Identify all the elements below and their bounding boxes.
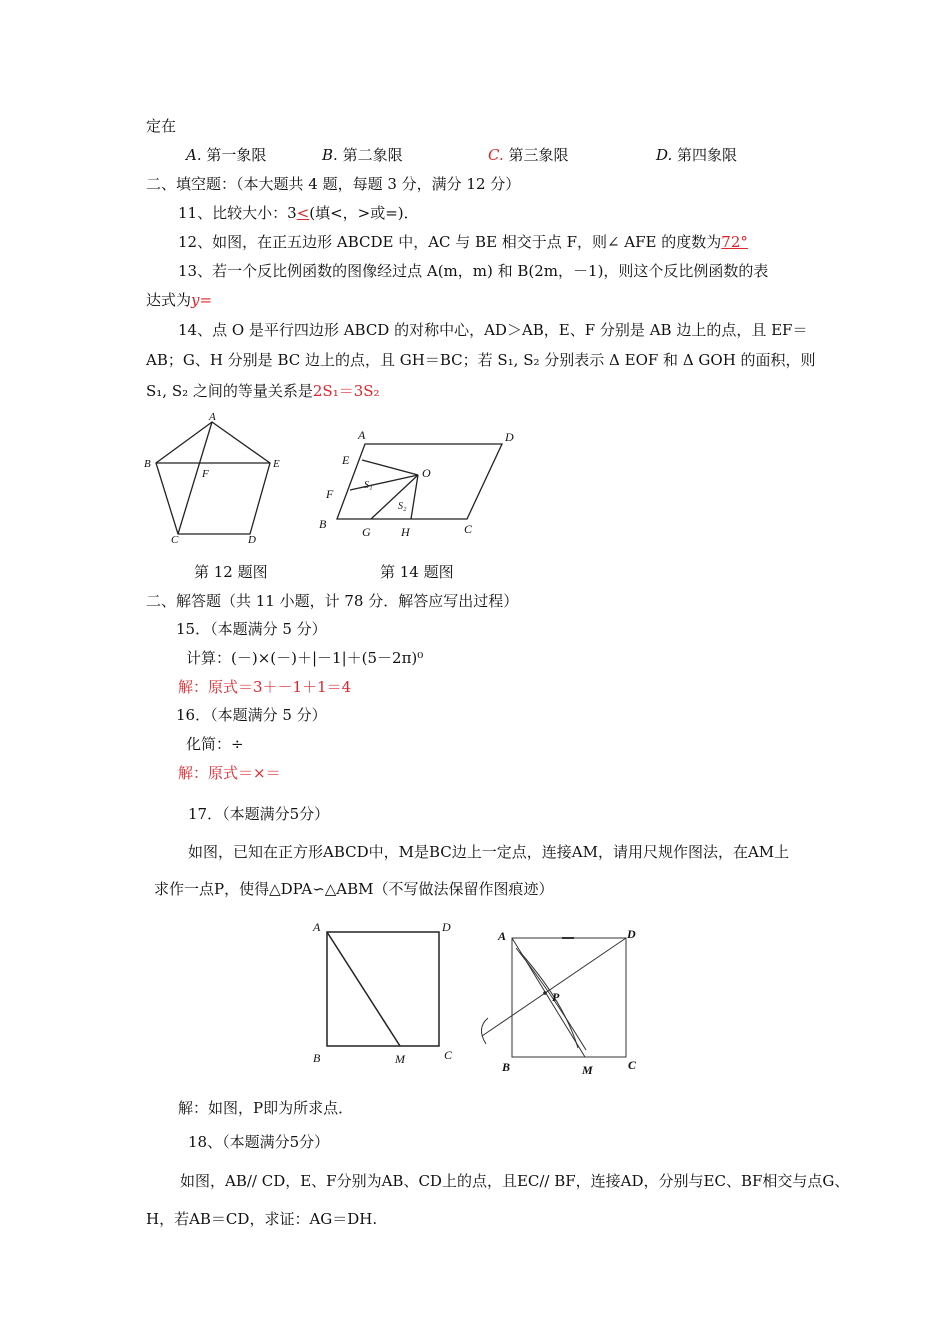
fig14-label-f: F [326, 487, 334, 501]
q16-title: 16．（本题满分 5 分） [176, 706, 327, 724]
fig14-label-a: A [358, 428, 366, 442]
section-heading-solve: 二、解答题（共 11 小题，计 78 分．解答应写出过程） [146, 592, 519, 610]
fig14-label-c: C [464, 522, 473, 536]
q11 [178, 203, 419, 223]
q12-text: 12、如图，在正五边形 ABCDE 中，AC 与 BE 相交于点 F，则∠ AFE 的度数为 [178, 233, 722, 251]
fig14-label-s1: S₁ [364, 480, 373, 491]
option-text: 第四象限 [677, 146, 738, 164]
option-text: 第一象限 [206, 146, 267, 164]
q16-task: 化简：÷ [186, 735, 244, 753]
fig17b-label-a: A [498, 929, 507, 943]
fig12-label-e: E [273, 458, 280, 470]
q15-solution: 解：原式＝3＋－1＋1＝4 [178, 678, 352, 696]
fig17a-label-m: M [395, 1052, 405, 1066]
figure-14-parallelogram [310, 420, 525, 545]
fig14-label-b: B [319, 517, 327, 531]
figure-12-pentagon [140, 410, 285, 545]
point-p-marker [543, 991, 547, 995]
fig14-label-g: G [362, 525, 371, 539]
fig12-label-d: D [248, 534, 256, 545]
fig14-label-o: O [422, 466, 431, 480]
q17-line1: 如图，已知在正方形ABCD中，M是BC边上一定点，连接AM，请用尺规作图法，在AM上 [188, 843, 790, 861]
fig17a-label-b: B [313, 1051, 321, 1065]
fig14-label-d: D [505, 430, 514, 444]
fig14-label-s2: S₂ [398, 501, 407, 512]
q14-answer: 2S₁＝3S₂ [312, 382, 380, 400]
q14-line3 [146, 381, 380, 401]
figure-17-square [305, 915, 465, 1070]
fig14-caption: 第 14 题图 [380, 563, 454, 581]
q10-option-b [322, 145, 403, 165]
option-text: 第三象限 [508, 146, 569, 164]
fig12-label-f: F [202, 468, 209, 480]
q14-line2: AB；G、H 分别是 BC 边上的点，且 GH＝BC；若 S₁, S₂ 分别表示 Δ EOF 和 Δ GOH 的面积，则 [146, 351, 816, 369]
q18-line1: 如图，AB// CD，E、F分别为AB、CD上的点，且EC// BF，连接AD，分别与EC、BF相交与点G、 [180, 1172, 850, 1190]
option-text: 第二象限 [342, 146, 403, 164]
q11-rest: (填<，>或=)． [309, 204, 419, 222]
q17-line2: 求作一点P，使得△DPA∽△ABM（不写做法保留作图痕迹） [154, 880, 554, 898]
q13-line1: 13、若一个反比例函数的图像经过点 A(m，m) 和 B(2m，－1)，则这个反比例函数的表 [178, 262, 769, 280]
q13-line2-text: 达式为 [146, 291, 192, 309]
fig12-label-a: A [209, 411, 216, 423]
q13-line2 [146, 290, 212, 310]
q15-title: 15．（本题满分 5 分） [176, 620, 327, 638]
q10-option-c [488, 145, 569, 165]
option-letter: B. [322, 146, 338, 164]
fig17b-label-d: D [627, 927, 636, 941]
fig17b-label-m: M [582, 1063, 593, 1077]
q17-title: 17．（本题满分5分） [188, 805, 330, 823]
q11-text: 11、比较大小：3 [178, 204, 297, 222]
fig17b-label-b: B [502, 1060, 511, 1074]
section-heading-fill: 二、填空题：（本大题共 4 题，每题 3 分，满分 12 分） [146, 175, 521, 193]
option-letter: C. [488, 146, 504, 164]
fig17a-label-a: A [313, 920, 321, 934]
q16-solution: 解：原式＝×＝ [178, 764, 281, 782]
q12-answer: 72° [721, 233, 748, 251]
q10-option-a [186, 145, 266, 165]
option-letter: A. [186, 146, 202, 164]
q14-line3-text: S₁, S₂ 之间的等量关系是 [146, 382, 313, 400]
fig14-label-h: H [401, 525, 410, 539]
fig17a-label-d: D [442, 920, 451, 934]
q11-answer: < [296, 204, 310, 222]
q18-title: 18、（本题满分5分） [188, 1133, 330, 1151]
q10-tail: 定在 [146, 117, 177, 135]
option-letter: D. [656, 146, 673, 164]
q13-answer: y= [191, 291, 213, 309]
q17-solution: 解：如图，P即为所求点． [178, 1099, 354, 1117]
q18-line2: H，若AB＝CD，求证：AG＝DH. [146, 1210, 378, 1228]
figure-17-construction [468, 918, 648, 1083]
q10-option-d [656, 145, 737, 165]
q14-line1: 14、点 O 是平行四边形 ABCD 的对称中心，AD＞AB，E、F 分别是 AB 边上的点，且 EF＝ [178, 321, 808, 339]
fig12-label-c: C [171, 534, 179, 545]
fig17b-label-p: P [552, 990, 560, 1004]
q15-task: 计算：(－)×(－)＋|－1|＋(5－2π)⁰ [186, 649, 424, 667]
fig12-label-b: B [144, 458, 151, 470]
fig12-caption: 第 12 题图 [194, 563, 268, 581]
fig17b-label-c: C [628, 1058, 637, 1072]
fig17a-label-c: C [444, 1048, 453, 1062]
q12 [178, 232, 758, 252]
fig14-label-e: E [342, 453, 350, 467]
